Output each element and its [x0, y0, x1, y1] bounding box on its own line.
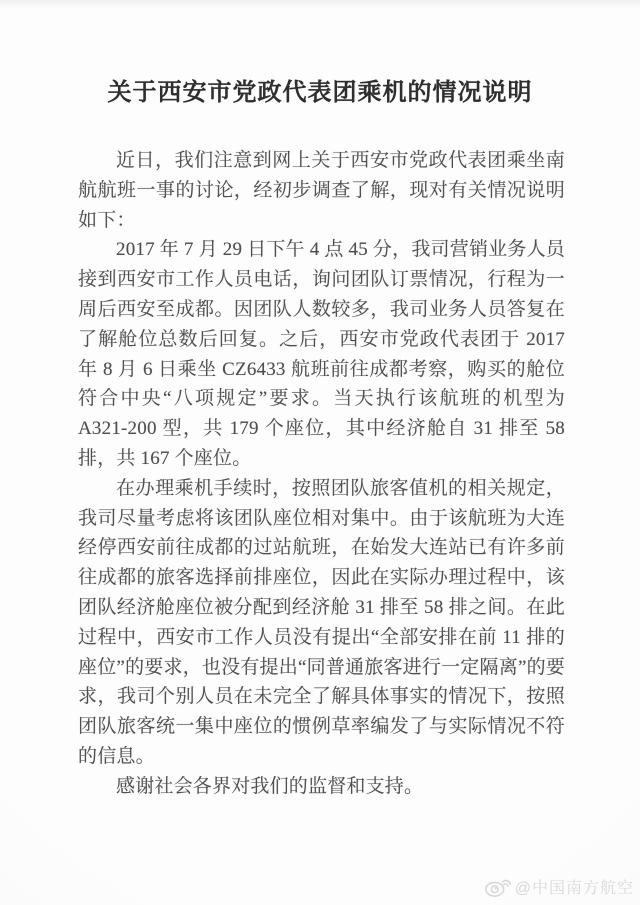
- paragraph-checkin-explanation: 在办理乘机手续时，按照团队旅客值机的相关规定，我司尽量考虑将该团队座位相对集中。由于该航班为大连经停西安前往成都的过站航班，在始发大连站已有许多前往成都的旅客选择前排座位，因此在实际办理过程中，该团队经济舱座位被分配到经济舱 31 排至 58 排之间。在此过程中，西安市工作人员没有提出“全部安排在前 11 排的座位”的要求，也没有提出“同普通旅客进行一定隔离”的要求，我司个别人员在未完全了解具体事实的情况下，按照团队旅客统一集中座位的惯例草率编发了与实际情况不符的信息。: [78, 477, 565, 767]
- paragraph-booking-details: 2017 年 7 月 29 日下午 4 点 45 分，我司营销业务人员接到西安市工作人员电话，询问团队订票情况，行程为一周后西安至成都。因团队人数较多，我司业务人员答复在了解舱位总数后回复。之后，西安市党政代表团于 2017 年 8 月 6 日乘坐 CZ6433 航班前往成都考察，购买的舱位符合中央“八项规定”要求。当天执行该航班的机型为 A321-200 型，共 179 个座位，其中经济舱自 31 排至 58 排，共 167 个座位。: [78, 239, 565, 469]
- weibo-icon: [484, 875, 511, 898]
- watermark-handle: @中国南方航空: [514, 880, 634, 897]
- document-title: 关于西安市党政代表团乘机的情况说明: [107, 80, 533, 106]
- document-body: [78, 146, 565, 802]
- watermark: [484, 875, 634, 898]
- paragraph-intro: 近日，我们注意到网上关于西安市党政代表团乘坐南航航班一事的讨论，经初步调查了解，现对有关情况说明如下：: [78, 150, 565, 231]
- paragraph-thanks: 感谢社会各界对我们的监督和支持。: [116, 775, 424, 797]
